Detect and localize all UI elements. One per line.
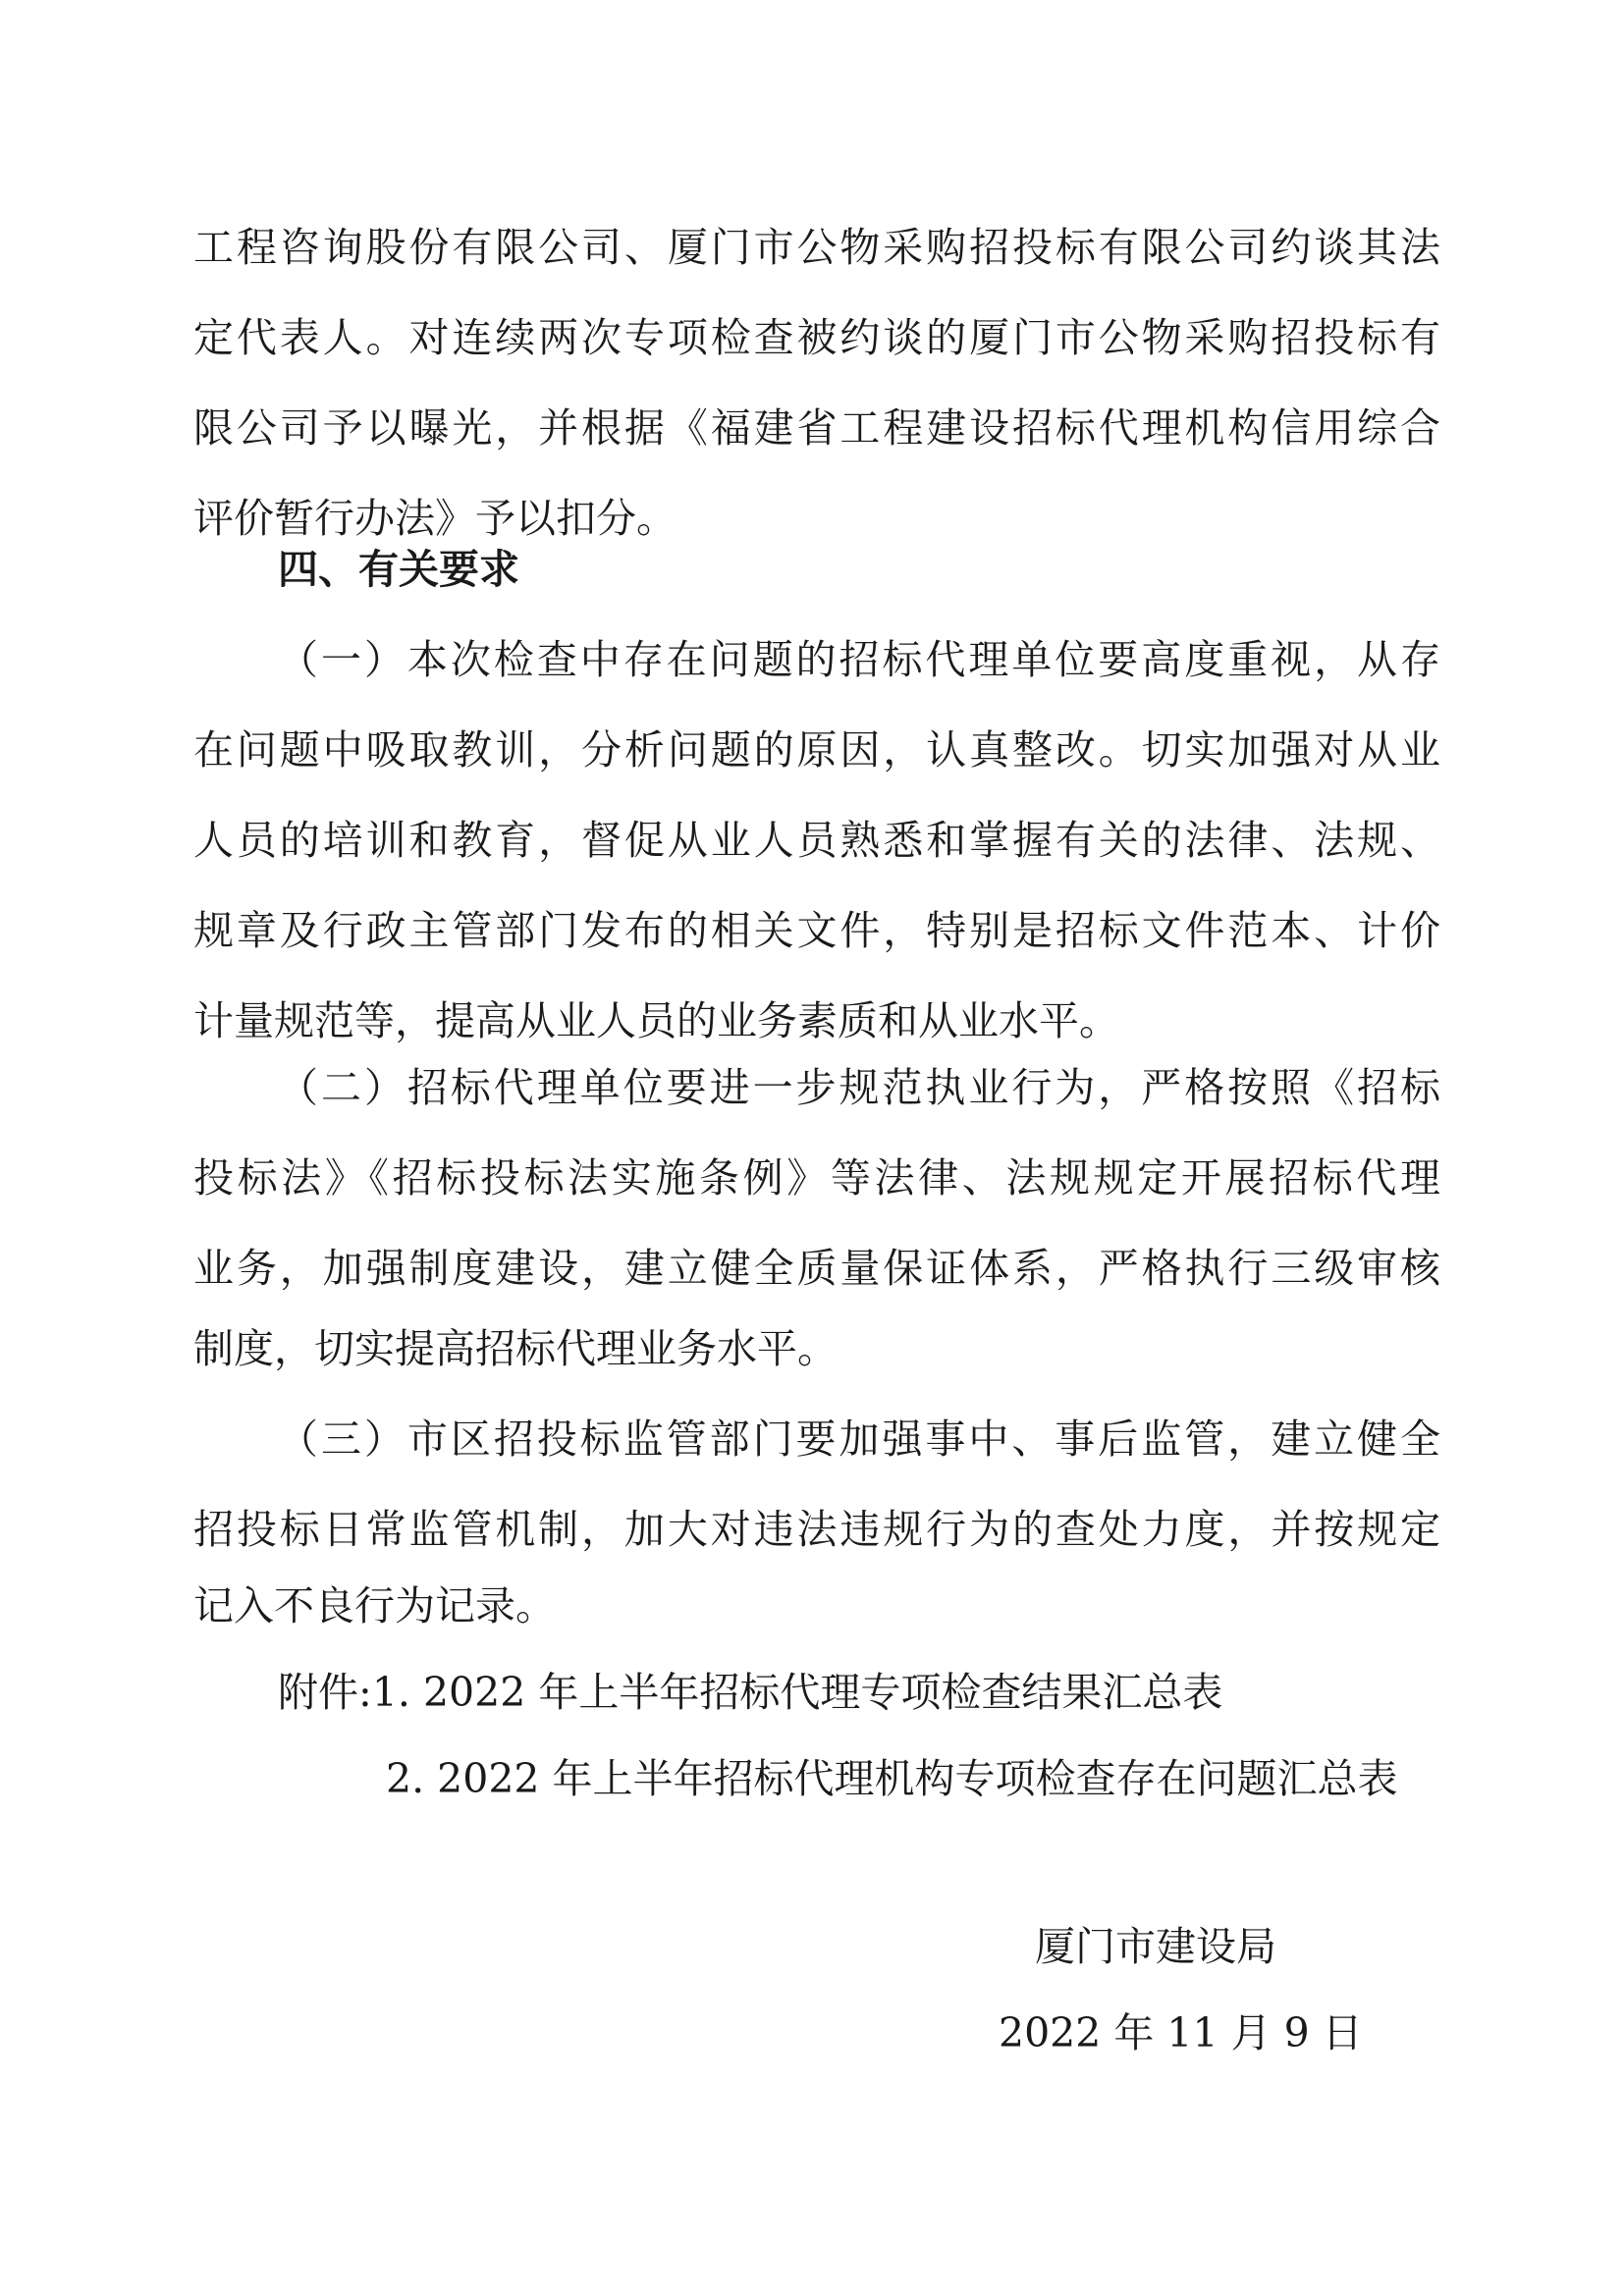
intro-line-1: 工程咨询股份有限公司、厦门市公物采购招投标有限公司约谈其法: [193, 224, 1440, 271]
attachment-line-2: 2. 2022 年上半年招标代理机构专项检查存在问题汇总表: [386, 1755, 1398, 1802]
section-heading: 四、有关要求: [278, 546, 519, 593]
item-1-line-5: 计量规范等，提高从业人员的业务素质和从业水平。: [193, 997, 1119, 1044]
item-2-line-1: （二）招标代理单位要进一步规范执业行为，严格按照《招标: [278, 1064, 1440, 1111]
item-2-line-3: 业务，加强制度建设，建立健全质量保证体系，严格执行三级审核: [193, 1245, 1440, 1292]
item-1-line-1: （一）本次检查中存在问题的招标代理单位要高度重视，从存: [278, 636, 1440, 683]
item-3-line-2: 招投标日常监管机制，加大对违法违规行为的查处力度，并按规定: [193, 1506, 1440, 1553]
issuer-name: 厦门市建设局: [1035, 1923, 1276, 1970]
item-1-line-3: 人员的培训和教育，督促从业人员熟悉和掌握有关的法律、法规、: [193, 817, 1440, 864]
item-1-line-4: 规章及行政主管部门发布的相关文件，特别是招标文件范本、计价: [193, 907, 1440, 954]
item-3-line-1: （三）市区招投标监管部门要加强事中、事后监管，建立健全: [278, 1415, 1440, 1463]
item-1-line-2: 在问题中吸取教训，分析问题的原因，认真整改。切实加强对从业: [193, 726, 1440, 774]
item-2-line-2: 投标法》《招标投标法实施条例》等法律、法规规定开展招标代理: [193, 1154, 1440, 1201]
item-2-line-4: 制度，切实提高招标代理业务水平。: [193, 1325, 838, 1372]
item-3-line-3: 记入不良行为记录。: [193, 1582, 556, 1629]
intro-line-4: 评价暂行办法》予以扣分。: [193, 495, 677, 542]
issue-date: 2022 年 11 月 9 日: [999, 2009, 1363, 2056]
intro-line-2: 定代表人。对连续两次专项检查被约谈的厦门市公物采购招投标有: [193, 314, 1440, 361]
attachment-line-1: 附件:1. 2022 年上半年招标代理专项检查结果汇总表: [278, 1669, 1223, 1716]
intro-line-3: 限公司予以曝光，并根据《福建省工程建设招标代理机构信用综合: [193, 404, 1440, 452]
